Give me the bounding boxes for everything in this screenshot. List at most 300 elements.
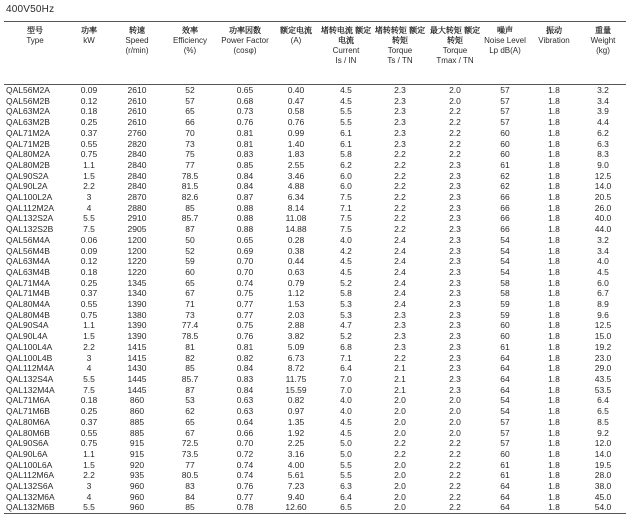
table-cell: 59 xyxy=(500,299,510,310)
table-cell: 0.81 xyxy=(236,127,254,138)
motor-type-cell: QAL80M6A xyxy=(6,416,50,427)
table-cell: 2.2 xyxy=(449,470,461,481)
motor-type-cell: QAL100L6A xyxy=(6,459,53,470)
table-cell: 1.8 xyxy=(548,309,560,320)
column-header xyxy=(162,24,218,85)
table-cell: 1.8 xyxy=(548,299,560,310)
table-cell: 5.5 xyxy=(340,106,352,117)
table-cell: 1200 xyxy=(127,245,147,256)
motor-type-cell: QAL63M4B xyxy=(6,266,50,277)
table-cell: 54 xyxy=(500,245,510,256)
table-cell: 65 xyxy=(185,277,195,288)
table-cell: 0.84 xyxy=(236,363,254,374)
motor-type-cell: QAL56M4B xyxy=(6,245,50,256)
table-cell: 0.87 xyxy=(236,192,254,203)
table-cell: 29.0 xyxy=(594,363,612,374)
table-cell: 0.75 xyxy=(236,288,254,299)
table-cell: 38.0 xyxy=(594,481,612,492)
table-cell: 1445 xyxy=(127,373,147,384)
table-cell: 54 xyxy=(500,256,510,267)
table-cell: 0.73 xyxy=(236,106,254,117)
table-cell: 60 xyxy=(500,127,510,138)
table-cell: 7.23 xyxy=(287,481,305,492)
table-cell: 935 xyxy=(129,470,145,481)
table-row xyxy=(4,224,626,235)
table-cell: 0.81 xyxy=(236,341,254,352)
table-cell: 7.1 xyxy=(340,202,352,213)
table-cell: 2.2 xyxy=(449,127,461,138)
table-cell: 2.3 xyxy=(394,117,406,128)
table-row xyxy=(4,331,626,342)
table-cell: 1.92 xyxy=(287,427,305,438)
table-cell: 1.8 xyxy=(548,245,560,256)
table-row xyxy=(4,139,626,150)
motor-type-cell: QAL112M4A xyxy=(6,363,55,374)
column-header-zh: 重量 xyxy=(595,26,611,35)
table-cell: 61 xyxy=(500,470,510,481)
table-cell: 4.5 xyxy=(340,256,352,267)
table-cell: 9.6 xyxy=(597,309,609,320)
table-cell: 2.3 xyxy=(394,341,406,352)
motor-type-cell: QAL132S2A xyxy=(6,213,54,224)
column-header-zh: 功率 xyxy=(81,26,97,35)
table-row xyxy=(4,417,626,428)
table-cell: 5.0 xyxy=(340,448,352,459)
table-cell: 5.5 xyxy=(83,373,95,384)
table-cell: 5.3 xyxy=(340,299,352,310)
table-cell: 2.2 xyxy=(449,502,461,513)
table-cell: 65 xyxy=(185,416,195,427)
column-header-en: Current xyxy=(332,46,360,55)
table-cell: 2.3 xyxy=(394,138,406,149)
table-cell: 1.8 xyxy=(548,149,560,160)
table-cell: 0.37 xyxy=(80,288,98,299)
table-cell: 0.09 xyxy=(80,85,98,95)
table-cell: 2.0 xyxy=(449,85,461,95)
table-cell: 2870 xyxy=(127,192,147,203)
table-cell: 53 xyxy=(185,395,195,406)
table-cell: 1380 xyxy=(127,309,147,320)
table-cell: 72.5 xyxy=(181,438,199,449)
table-cell: 11.75 xyxy=(285,373,307,384)
table-row xyxy=(4,256,626,267)
table-cell: 1.8 xyxy=(548,481,560,492)
table-cell: 67 xyxy=(185,288,195,299)
motor-type-cell: QAL132M6B xyxy=(6,502,55,513)
table-cell: 3 xyxy=(86,192,92,203)
table-cell: 0.83 xyxy=(236,373,254,384)
table-cell: 0.25 xyxy=(80,277,98,288)
table-cell: 1.8 xyxy=(548,256,560,267)
table-cell: 2.3 xyxy=(449,224,461,235)
table-cell: 2.3 xyxy=(449,213,461,224)
table-cell: 2.4 xyxy=(394,288,406,299)
table-row xyxy=(4,406,626,417)
table-cell: 66 xyxy=(500,213,510,224)
table-cell: 1.8 xyxy=(548,192,560,203)
table-cell: 0.75 xyxy=(80,149,98,160)
table-cell: 1.8 xyxy=(548,448,560,459)
table-cell: 2.2 xyxy=(394,448,406,459)
table-cell: 2.3 xyxy=(394,309,406,320)
table-cell: 1345 xyxy=(127,277,147,288)
table-cell: 4.5 xyxy=(340,427,352,438)
table-cell: 58 xyxy=(500,277,510,288)
motor-type-cell: QAL71M6A xyxy=(6,395,50,406)
table-cell: 26.0 xyxy=(594,202,612,213)
table-cell: 2.2 xyxy=(394,213,406,224)
table-cell: 75 xyxy=(185,149,195,160)
table-cell: 2910 xyxy=(127,213,147,224)
column-header-unit: Lp dB(A) xyxy=(489,46,521,55)
table-cell: 4.00 xyxy=(287,459,305,470)
table-cell: 3.46 xyxy=(287,170,305,181)
table-cell: 2.55 xyxy=(287,159,305,170)
column-header-zh: 转速 xyxy=(129,26,145,35)
motor-type-cell: QAL132M4A xyxy=(6,384,55,395)
table-cell: 65 xyxy=(185,106,195,117)
table-row xyxy=(4,171,626,182)
motor-type-cell: QAL56M2B xyxy=(6,95,50,106)
table-cell: 8.9 xyxy=(597,299,609,310)
column-header-unit: Ts / TN xyxy=(387,56,413,65)
motor-type-cell: QAL90L4A xyxy=(6,331,48,342)
table-cell: 1220 xyxy=(127,256,147,267)
table-cell: 2840 xyxy=(127,170,147,181)
table-cell: 2.0 xyxy=(449,427,461,438)
table-cell: 4.0 xyxy=(340,395,352,406)
column-header-zh: 效率 xyxy=(182,26,198,35)
voltage-caption: 400V50Hz xyxy=(6,4,55,15)
table-cell: 57 xyxy=(185,95,195,106)
table-cell: 1.8 xyxy=(548,352,560,363)
table-cell: 960 xyxy=(129,491,145,502)
table-cell: 64 xyxy=(500,502,510,513)
column-header-unit: (r/min) xyxy=(125,46,149,55)
table-cell: 6.0 xyxy=(597,277,609,288)
column-header-en: Noise Level xyxy=(484,36,526,45)
table-cell: 2760 xyxy=(127,127,147,138)
table-cell: 5.2 xyxy=(340,331,352,342)
table-cell: 860 xyxy=(129,406,145,417)
table-cell: 45.0 xyxy=(594,491,612,502)
table-cell: 2.3 xyxy=(394,85,406,95)
table-cell: 0.58 xyxy=(287,106,305,117)
table-cell: 2.3 xyxy=(449,234,461,245)
table-cell: 1.1 xyxy=(83,320,95,331)
table-row xyxy=(4,363,626,374)
table-cell: 2.4 xyxy=(394,266,406,277)
column-header-zh: 最大转矩 额定转矩 xyxy=(429,26,481,45)
table-cell: 4.0 xyxy=(340,406,352,417)
table-cell: 6.4 xyxy=(597,395,609,406)
table-row xyxy=(4,470,626,481)
table-cell: 0.72 xyxy=(236,448,254,459)
table-cell: 12.5 xyxy=(594,170,612,181)
motor-type-cell: QAL80M2A xyxy=(6,149,50,160)
table-cell: 2.25 xyxy=(287,438,305,449)
table-cell: 0.74 xyxy=(236,470,254,481)
table-cell: 0.77 xyxy=(236,491,254,502)
table-cell: 1.8 xyxy=(548,234,560,245)
table-cell: 1.8 xyxy=(548,202,560,213)
table-cell: 960 xyxy=(129,481,145,492)
table-cell: 83 xyxy=(185,481,195,492)
table-row xyxy=(4,385,626,396)
table-cell: 7.5 xyxy=(83,224,95,235)
motor-type-cell: QAL132M6A xyxy=(6,491,55,502)
table-cell: 1.8 xyxy=(548,331,560,342)
motor-type-cell: QAL63M2B xyxy=(6,117,50,128)
column-header-zh: 型号 xyxy=(27,26,43,35)
table-cell: 66 xyxy=(500,224,510,235)
table-cell: 0.55 xyxy=(80,138,98,149)
table-row xyxy=(4,267,626,278)
table-cell: 70 xyxy=(185,127,195,138)
table-cell: 2.2 xyxy=(449,491,461,502)
table-cell: 2.3 xyxy=(449,309,461,320)
table-row xyxy=(4,288,626,299)
table-cell: 2.2 xyxy=(394,159,406,170)
table-cell: 15.0 xyxy=(594,331,612,342)
table-cell: 60 xyxy=(500,331,510,342)
table-cell: 54 xyxy=(500,395,510,406)
table-cell: 2880 xyxy=(127,202,147,213)
table-cell: 20.5 xyxy=(594,192,612,203)
table-cell: 2.3 xyxy=(449,363,461,374)
table-row xyxy=(4,299,626,310)
column-header xyxy=(112,24,162,85)
table-cell: 60 xyxy=(185,266,195,277)
table-row xyxy=(4,428,626,439)
table-cell: 4.5 xyxy=(340,85,352,95)
table-cell: 9.2 xyxy=(597,427,609,438)
table-cell: 2.3 xyxy=(394,106,406,117)
table-cell: 8.5 xyxy=(597,416,609,427)
table-cell: 1.8 xyxy=(548,406,560,417)
motor-spec-table-wrap xyxy=(4,24,626,514)
motor-type-cell: QAL71M2A xyxy=(6,127,50,138)
table-cell: 5.61 xyxy=(287,470,305,481)
table-cell: 2.2 xyxy=(449,138,461,149)
table-cell: 64 xyxy=(500,363,510,374)
table-cell: 1.83 xyxy=(287,149,305,160)
table-cell: 5.5 xyxy=(340,459,352,470)
table-cell: 2.2 xyxy=(394,149,406,160)
table-cell: 14.0 xyxy=(594,448,612,459)
table-cell: 6.8 xyxy=(340,341,352,352)
table-cell: 64 xyxy=(500,384,510,395)
table-cell: 2610 xyxy=(127,117,147,128)
column-header xyxy=(66,24,112,85)
table-cell: 57 xyxy=(500,416,510,427)
motor-type-cell: QAL100L4A xyxy=(6,341,53,352)
table-body xyxy=(4,85,626,514)
table-cell: 0.28 xyxy=(287,234,305,245)
table-cell: 2.0 xyxy=(449,395,461,406)
table-cell: 0.70 xyxy=(236,438,254,449)
table-cell: 5.3 xyxy=(340,309,352,320)
table-cell: 0.70 xyxy=(236,256,254,267)
table-row xyxy=(4,438,626,449)
table-cell: 6.0 xyxy=(340,170,352,181)
table-cell: 4.5 xyxy=(340,416,352,427)
table-cell: 1.8 xyxy=(548,427,560,438)
column-header xyxy=(218,24,272,85)
table-cell: 1220 xyxy=(127,266,147,277)
table-row xyxy=(4,213,626,224)
column-header-en: Torque xyxy=(442,46,468,55)
table-row xyxy=(4,310,626,321)
table-cell: 1.53 xyxy=(287,299,305,310)
table-cell: 0.81 xyxy=(236,138,254,149)
column-header-en: kW xyxy=(83,36,95,45)
table-cell: 3.2 xyxy=(597,234,609,245)
table-row xyxy=(4,395,626,406)
table-cell: 54 xyxy=(500,266,510,277)
table-row xyxy=(4,278,626,289)
table-cell: 1430 xyxy=(127,363,147,374)
table-cell: 2.0 xyxy=(449,406,461,417)
table-cell: 1.8 xyxy=(548,277,560,288)
motor-type-cell: QAL100L2A xyxy=(6,192,53,203)
table-cell: 2.2 xyxy=(449,481,461,492)
table-cell: 2.2 xyxy=(83,470,95,481)
table-cell: 1340 xyxy=(127,288,147,299)
table-cell: 2840 xyxy=(127,181,147,192)
table-cell: 2.2 xyxy=(449,106,461,117)
table-cell: 11.08 xyxy=(285,213,307,224)
table-cell: 0.77 xyxy=(236,309,254,320)
table-cell: 85 xyxy=(185,363,195,374)
table-cell: 0.37 xyxy=(80,127,98,138)
table-row xyxy=(4,96,626,107)
table-cell: 4 xyxy=(86,491,92,502)
table-cell: 1.8 xyxy=(548,459,560,470)
table-cell: 82.6 xyxy=(181,192,199,203)
table-cell: 2.3 xyxy=(449,277,461,288)
table-cell: 4.4 xyxy=(597,117,609,128)
table-cell: 62 xyxy=(500,170,510,181)
table-row xyxy=(4,160,626,171)
table-cell: 7.5 xyxy=(340,224,352,235)
table-row xyxy=(4,106,626,117)
table-cell: 0.38 xyxy=(287,245,305,256)
table-cell: 60 xyxy=(500,320,510,331)
table-cell: 2840 xyxy=(127,159,147,170)
motor-type-cell: QAL90L6A xyxy=(6,448,48,459)
table-cell: 3.9 xyxy=(597,106,609,117)
table-cell: 8.3 xyxy=(597,149,609,160)
table-cell: 2.3 xyxy=(449,331,461,342)
table-row xyxy=(4,117,626,128)
table-cell: 60 xyxy=(500,138,510,149)
table-cell: 81 xyxy=(185,341,195,352)
table-cell: 0.76 xyxy=(236,117,254,128)
table-cell: 78.5 xyxy=(181,170,199,181)
table-cell: 6.0 xyxy=(340,181,352,192)
table-cell: 66 xyxy=(500,192,510,203)
table-cell: 53.5 xyxy=(594,384,612,395)
table-cell: 2.0 xyxy=(394,395,406,406)
table-row xyxy=(4,320,626,331)
table-cell: 15.59 xyxy=(285,384,307,395)
table-cell: 60 xyxy=(500,149,510,160)
table-cell: 12.0 xyxy=(594,438,612,449)
table-cell: 1200 xyxy=(127,234,147,245)
table-cell: 6.7 xyxy=(597,288,609,299)
table-cell: 1.8 xyxy=(548,320,560,331)
table-cell: 1.8 xyxy=(548,224,560,235)
table-cell: 19.2 xyxy=(594,341,612,352)
table-cell: 2820 xyxy=(127,138,147,149)
table-cell: 3.16 xyxy=(287,448,305,459)
table-cell: 7.1 xyxy=(340,352,352,363)
table-cell: 0.55 xyxy=(80,427,98,438)
table-cell: 61 xyxy=(500,459,510,470)
table-cell: 0.63 xyxy=(287,266,305,277)
table-cell: 1.8 xyxy=(548,288,560,299)
table-cell: 0.66 xyxy=(236,427,254,438)
table-cell: 85.7 xyxy=(181,373,199,384)
table-cell: 2.0 xyxy=(449,95,461,106)
table-row xyxy=(4,203,626,214)
table-cell: 2.2 xyxy=(394,181,406,192)
table-cell: 5.2 xyxy=(340,277,352,288)
table-cell: 2.3 xyxy=(449,384,461,395)
table-cell: 77.4 xyxy=(181,320,199,331)
table-cell: 61 xyxy=(500,159,510,170)
table-cell: 64 xyxy=(500,373,510,384)
table-cell: 0.47 xyxy=(287,95,305,106)
table-cell: 2.2 xyxy=(449,117,461,128)
table-cell: 4 xyxy=(86,202,92,213)
table-cell: 87 xyxy=(185,224,195,235)
table-cell: 1.8 xyxy=(548,117,560,128)
table-cell: 0.63 xyxy=(236,406,254,417)
column-header xyxy=(4,24,66,85)
table-cell: 84 xyxy=(185,491,195,502)
table-cell: 0.83 xyxy=(236,149,254,160)
table-cell: 58 xyxy=(500,288,510,299)
column-header-zh: 堵转电流 额定电流 xyxy=(320,26,372,45)
table-cell: 61 xyxy=(500,341,510,352)
table-cell: 0.84 xyxy=(236,384,254,395)
table-cell: 9.0 xyxy=(597,159,609,170)
table-cell: 4.2 xyxy=(340,245,352,256)
table-cell: 2.3 xyxy=(449,202,461,213)
column-header xyxy=(320,24,372,85)
table-cell: 2.3 xyxy=(449,341,461,352)
table-cell: 0.82 xyxy=(236,352,254,363)
table-cell: 2.0 xyxy=(394,459,406,470)
table-cell: 2840 xyxy=(127,149,147,160)
table-cell: 0.68 xyxy=(236,95,254,106)
table-cell: 1415 xyxy=(127,341,147,352)
table-cell: 60 xyxy=(500,448,510,459)
table-cell: 19.5 xyxy=(594,459,612,470)
table-cell: 2.3 xyxy=(449,373,461,384)
table-cell: 1.8 xyxy=(548,213,560,224)
column-header-unit: (kg) xyxy=(596,46,610,55)
table-cell: 5.8 xyxy=(340,288,352,299)
table-cell: 71 xyxy=(185,299,195,310)
motor-type-cell: QAL90L2A xyxy=(6,181,48,192)
motor-type-cell: QAL90S6A xyxy=(6,438,49,449)
table-cell: 920 xyxy=(129,459,145,470)
table-cell: 4 xyxy=(86,363,92,374)
table-cell: 0.88 xyxy=(236,224,254,235)
